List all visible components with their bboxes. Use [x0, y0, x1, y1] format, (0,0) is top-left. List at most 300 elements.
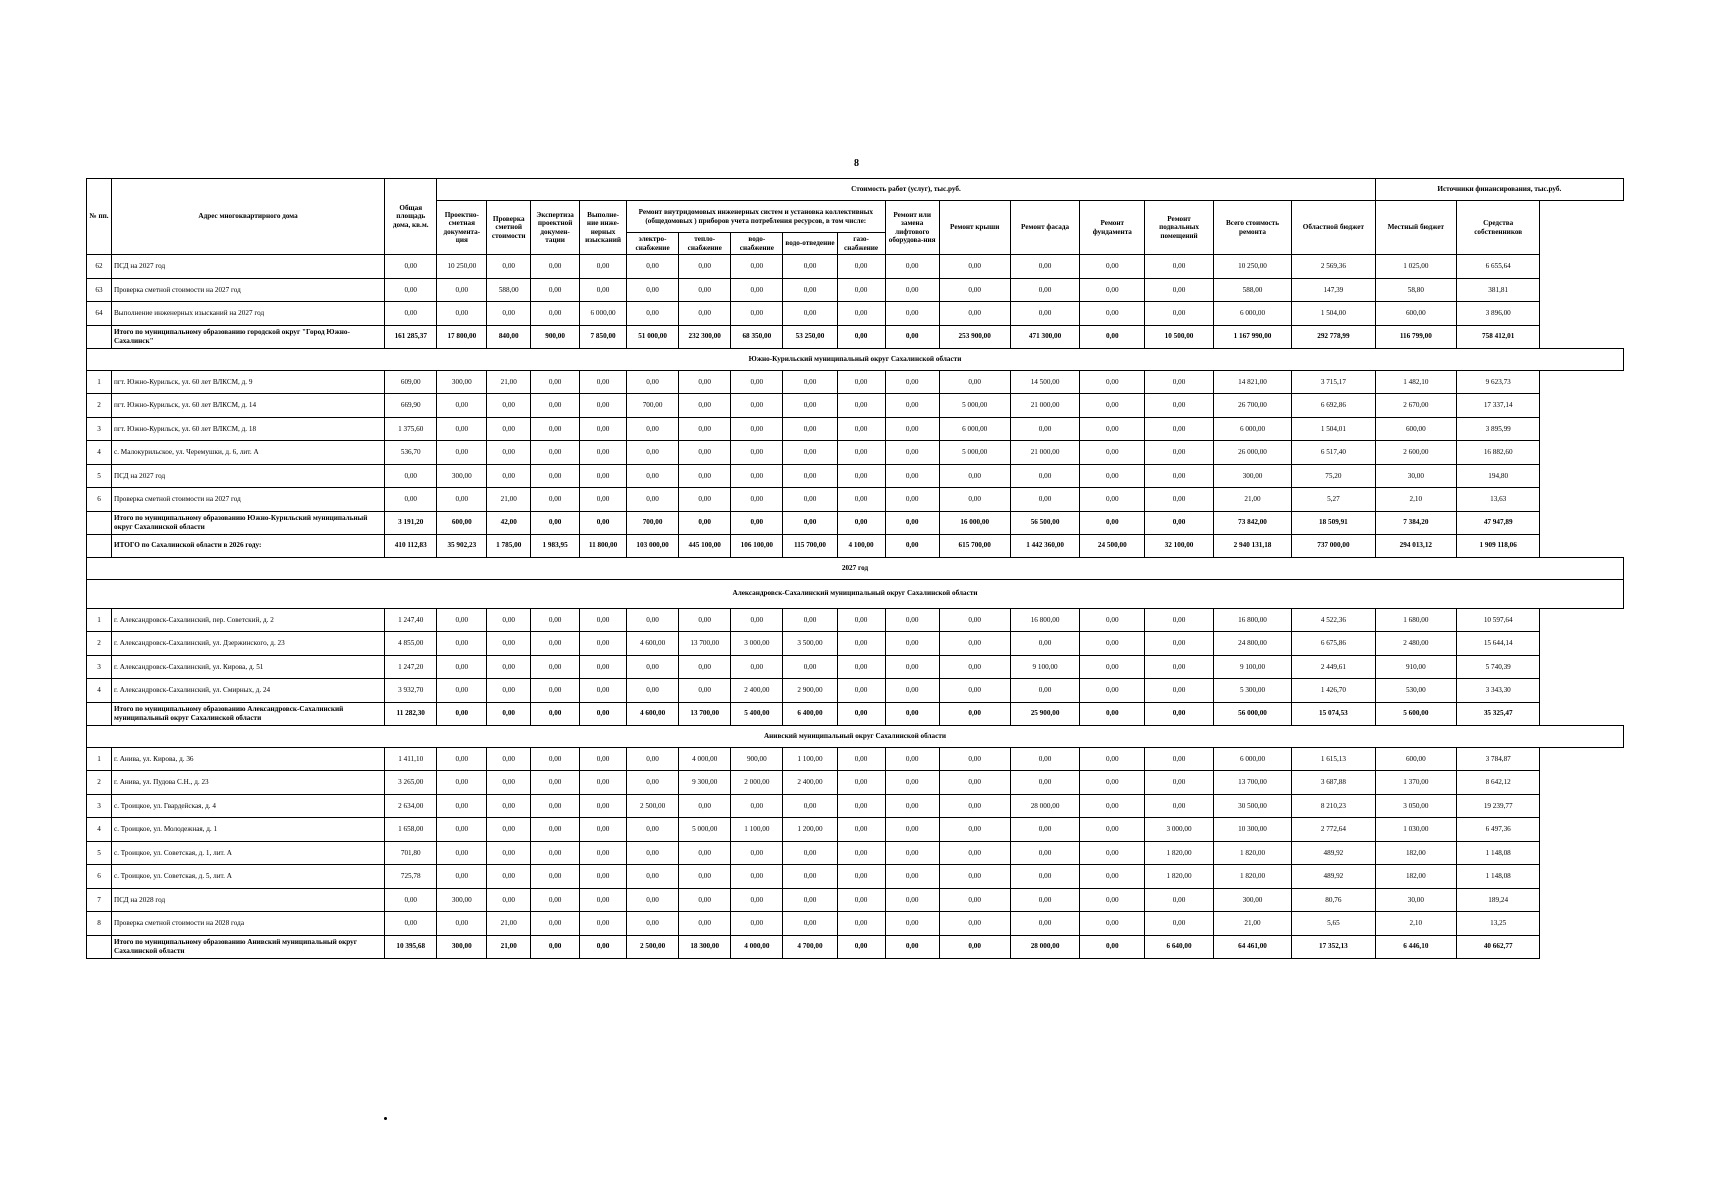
row-value: 0,00 — [885, 464, 939, 488]
row-value: 0,00 — [885, 302, 939, 326]
row-address: г. Александровск-Сахалинский, пер. Советский, д. 2 — [112, 608, 385, 632]
row-value: 18 509,91 — [1292, 511, 1376, 534]
row-value: 73 842,00 — [1213, 511, 1291, 534]
row-value: 0,00 — [679, 302, 731, 326]
row-value: 0,00 — [783, 912, 837, 936]
row-value: 0,00 — [731, 888, 783, 912]
row-value: 115 700,00 — [783, 534, 837, 557]
row-value: 0,00 — [1080, 464, 1145, 488]
row-value: 6 497,36 — [1456, 818, 1539, 842]
row-value: 0,00 — [1010, 278, 1080, 302]
row-value: 1 100,00 — [731, 818, 783, 842]
table-row — [87, 488, 1624, 512]
row-address: с. Троицкое, ул. Советская, д. 5, лит. А — [112, 865, 385, 889]
total-row — [87, 702, 1624, 725]
header-owners: Средства собственников — [1456, 201, 1539, 255]
row-value: 0,00 — [939, 488, 1010, 512]
row-value: 0,00 — [837, 632, 885, 656]
row-value: 0,00 — [1145, 417, 1214, 441]
row-value: 0,00 — [837, 255, 885, 279]
row-value: 0,00 — [837, 912, 885, 936]
row-value: 0,00 — [679, 464, 731, 488]
table-row — [87, 888, 1624, 912]
row-value: 0,00 — [437, 771, 487, 795]
row-value: 0,00 — [531, 488, 580, 512]
row-value: 14 821,00 — [1213, 370, 1291, 394]
row-value: 300,00 — [437, 464, 487, 488]
row-value: 294 013,12 — [1375, 534, 1456, 557]
row-value: 42,00 — [487, 511, 531, 534]
header-facade: Ремонт фасада — [1010, 201, 1080, 255]
row-value: 0,00 — [580, 394, 627, 418]
row-value: 910,00 — [1375, 655, 1456, 679]
row-value: 0,00 — [580, 370, 627, 394]
row-area: 3 265,00 — [385, 771, 437, 795]
row-value: 0,00 — [531, 702, 580, 725]
row-value: 615 700,00 — [939, 534, 1010, 557]
row-value: 3 896,00 — [1456, 302, 1539, 326]
row-value: 30,00 — [1375, 888, 1456, 912]
row-value: 253 900,00 — [939, 325, 1010, 348]
row-value: 0,00 — [487, 794, 531, 818]
row-value: 0,00 — [679, 394, 731, 418]
row-value: 1 785,00 — [487, 534, 531, 557]
row-value: 21,00 — [487, 912, 531, 936]
row-value: 6 655,64 — [1456, 255, 1539, 279]
row-value: 0,00 — [580, 771, 627, 795]
row-value: 3 050,00 — [1375, 794, 1456, 818]
section-title: Александровск-Сахалинский муниципальный округ Сахалинской области — [87, 579, 1624, 608]
row-value: 0,00 — [1080, 865, 1145, 889]
row-number — [87, 325, 112, 348]
row-value: 1 504,00 — [1292, 302, 1376, 326]
row-value: 19 239,77 — [1456, 794, 1539, 818]
row-value: 0,00 — [580, 655, 627, 679]
row-number: 8 — [87, 912, 112, 936]
header-address: Адрес многоквартирного дома — [112, 179, 385, 255]
row-value: 0,00 — [1080, 511, 1145, 534]
row-value: 0,00 — [1145, 679, 1214, 703]
page-number: 8 — [854, 158, 859, 169]
row-value: 0,00 — [1145, 632, 1214, 656]
row-value: 0,00 — [627, 302, 679, 326]
row-value: 0,00 — [885, 935, 939, 958]
row-value: 0,00 — [939, 608, 1010, 632]
row-value: 1 370,00 — [1375, 771, 1456, 795]
table-row — [87, 632, 1624, 656]
row-value: 26 700,00 — [1213, 394, 1291, 418]
row-value: 1 030,00 — [1375, 818, 1456, 842]
row-value: 0,00 — [783, 511, 837, 534]
table-row — [87, 608, 1624, 632]
row-value: 0,00 — [885, 912, 939, 936]
row-value: 0,00 — [531, 464, 580, 488]
row-value: 0,00 — [627, 865, 679, 889]
row-value: 0,00 — [939, 255, 1010, 279]
row-value: 0,00 — [885, 655, 939, 679]
row-value: 0,00 — [783, 865, 837, 889]
row-value: 147,39 — [1292, 278, 1376, 302]
row-value: 0,00 — [627, 441, 679, 465]
row-value: 0,00 — [487, 655, 531, 679]
row-value: 0,00 — [1145, 794, 1214, 818]
row-value: 0,00 — [531, 655, 580, 679]
row-value: 3 895,99 — [1456, 417, 1539, 441]
row-value: 21,00 — [487, 370, 531, 394]
section-title: Анивский муниципальный округ Сахалинской области — [87, 725, 1624, 747]
row-value: 0,00 — [679, 488, 731, 512]
table-row — [87, 655, 1624, 679]
row-address: пгт. Южно-Курильск, ул. 60 лет ВЛКСМ, д. 14 — [112, 394, 385, 418]
row-value: 0,00 — [531, 912, 580, 936]
row-number: 6 — [87, 865, 112, 889]
row-value: 0,00 — [1145, 888, 1214, 912]
row-value: 16 882,60 — [1456, 441, 1539, 465]
row-value: 0,00 — [487, 632, 531, 656]
row-area: 10 395,68 — [385, 935, 437, 958]
row-value: 1 025,00 — [1375, 255, 1456, 279]
header-foundation: Ремонт фундамента — [1080, 201, 1145, 255]
row-value: 0,00 — [580, 888, 627, 912]
row-value: 0,00 — [627, 608, 679, 632]
row-value: 0,00 — [1145, 464, 1214, 488]
row-value: 0,00 — [731, 655, 783, 679]
table-row — [87, 441, 1624, 465]
row-value: 9 300,00 — [679, 771, 731, 795]
row-value: 0,00 — [731, 278, 783, 302]
row-value: 0,00 — [939, 632, 1010, 656]
row-value: 300,00 — [437, 888, 487, 912]
row-value: 232 300,00 — [679, 325, 731, 348]
row-value: 900,00 — [531, 325, 580, 348]
row-number: 5 — [87, 464, 112, 488]
row-value: 0,00 — [487, 417, 531, 441]
row-value: 2 900,00 — [783, 679, 837, 703]
row-value: 0,00 — [679, 655, 731, 679]
row-value: 0,00 — [580, 841, 627, 865]
row-number: 63 — [87, 278, 112, 302]
row-number — [87, 534, 112, 557]
row-value: 0,00 — [939, 464, 1010, 488]
header-survey: Выполне-ние инже-нерных изысканий — [580, 201, 627, 255]
row-value: 588,00 — [1213, 278, 1291, 302]
row-number — [87, 935, 112, 958]
row-value: 0,00 — [939, 702, 1010, 725]
row-value: 10 250,00 — [1213, 255, 1291, 279]
row-value: 0,00 — [939, 841, 1010, 865]
row-value: 194,80 — [1456, 464, 1539, 488]
row-value: 17 337,14 — [1456, 394, 1539, 418]
row-value: 0,00 — [487, 818, 531, 842]
row-value: 700,00 — [627, 394, 679, 418]
section-row — [87, 579, 1624, 608]
row-value: 32 100,00 — [1145, 534, 1214, 557]
row-number: 3 — [87, 655, 112, 679]
row-value: 0,00 — [1010, 841, 1080, 865]
row-value: 10 300,00 — [1213, 818, 1291, 842]
row-value: 292 778,99 — [1292, 325, 1376, 348]
row-value: 0,00 — [679, 511, 731, 534]
row-value: 0,00 — [679, 679, 731, 703]
row-value: 0,00 — [1010, 488, 1080, 512]
row-value: 0,00 — [627, 655, 679, 679]
row-value: 0,00 — [783, 655, 837, 679]
row-value: 0,00 — [627, 888, 679, 912]
row-value: 3 687,88 — [1292, 771, 1376, 795]
row-value: 0,00 — [437, 865, 487, 889]
row-value: 75,20 — [1292, 464, 1376, 488]
row-address: Проверка сметной стоимости на 2027 год — [112, 488, 385, 512]
row-value: 182,00 — [1375, 841, 1456, 865]
row-value: 0,00 — [1010, 679, 1080, 703]
row-value: 0,00 — [437, 302, 487, 326]
row-value: 0,00 — [531, 679, 580, 703]
row-value: 0,00 — [783, 888, 837, 912]
row-value: 1 100,00 — [783, 747, 837, 771]
row-area: 0,00 — [385, 255, 437, 279]
row-value: 4 522,36 — [1292, 608, 1376, 632]
row-value: 0,00 — [1080, 441, 1145, 465]
row-address: Итого по муниципальному образованию Южно-Курильский муниципальный округ Сахалинской области — [112, 511, 385, 534]
row-value: 0,00 — [1145, 608, 1214, 632]
row-value: 6 000,00 — [580, 302, 627, 326]
row-value: 489,92 — [1292, 841, 1376, 865]
row-address: Итого по муниципальному образованию Александровск-Сахалинский муниципальный округ Сахалинской области — [112, 702, 385, 725]
header-roof: Ремонт крыши — [939, 201, 1010, 255]
row-value: 0,00 — [679, 888, 731, 912]
row-value: 15 074,53 — [1292, 702, 1376, 725]
row-address: ИТОГО по Сахалинской области в 2026 году: — [112, 534, 385, 557]
row-number: 2 — [87, 394, 112, 418]
row-value: 0,00 — [580, 818, 627, 842]
row-value: 5,65 — [1292, 912, 1376, 936]
row-value: 16 800,00 — [1213, 608, 1291, 632]
row-number: 1 — [87, 747, 112, 771]
row-value: 0,00 — [885, 278, 939, 302]
row-value: 0,00 — [885, 441, 939, 465]
row-value: 2 600,00 — [1375, 441, 1456, 465]
row-value: 0,00 — [531, 794, 580, 818]
row-address: ПСД на 2027 год — [112, 464, 385, 488]
row-value: 0,00 — [531, 441, 580, 465]
row-value: 600,00 — [437, 511, 487, 534]
row-value: 0,00 — [627, 417, 679, 441]
row-value: 0,00 — [939, 794, 1010, 818]
row-value: 0,00 — [580, 464, 627, 488]
row-value: 0,00 — [783, 394, 837, 418]
row-value: 0,00 — [885, 488, 939, 512]
row-value: 0,00 — [580, 417, 627, 441]
row-number: 4 — [87, 818, 112, 842]
row-value: 0,00 — [531, 771, 580, 795]
row-area: 1 411,10 — [385, 747, 437, 771]
table-row — [87, 747, 1624, 771]
row-value: 5 000,00 — [939, 441, 1010, 465]
row-area: 701,80 — [385, 841, 437, 865]
row-value: 0,00 — [531, 417, 580, 441]
row-value: 0,00 — [837, 441, 885, 465]
row-value: 0,00 — [1145, 702, 1214, 725]
row-value: 0,00 — [531, 302, 580, 326]
total-row — [87, 511, 1624, 534]
row-value: 13,25 — [1456, 912, 1539, 936]
row-value: 0,00 — [580, 865, 627, 889]
row-value: 0,00 — [731, 255, 783, 279]
row-area: 0,00 — [385, 278, 437, 302]
header-basement: Ремонт подвальных помещений — [1145, 201, 1214, 255]
row-value: 0,00 — [837, 302, 885, 326]
row-value: 0,00 — [627, 818, 679, 842]
row-value: 6 517,40 — [1292, 441, 1376, 465]
total-row — [87, 534, 1624, 557]
row-value: 2 772,64 — [1292, 818, 1376, 842]
row-value: 0,00 — [1145, 441, 1214, 465]
row-value: 0,00 — [531, 747, 580, 771]
row-area: 0,00 — [385, 912, 437, 936]
row-value: 24 500,00 — [1080, 534, 1145, 557]
row-address: пгт. Южно-Курильск, ул. 60 лет ВЛКСМ, д. 18 — [112, 417, 385, 441]
row-area: 1 247,20 — [385, 655, 437, 679]
row-value: 0,00 — [580, 488, 627, 512]
row-area: 0,00 — [385, 302, 437, 326]
row-value: 0,00 — [437, 417, 487, 441]
row-address: г. Александровск-Сахалинский, ул. Смирных, д. 24 — [112, 679, 385, 703]
row-value: 1 909 118,06 — [1456, 534, 1539, 557]
row-value: 3 715,17 — [1292, 370, 1376, 394]
row-number — [87, 511, 112, 534]
row-value: 1 820,00 — [1145, 841, 1214, 865]
row-number: 3 — [87, 794, 112, 818]
row-value: 0,00 — [1080, 794, 1145, 818]
row-value: 1 200,00 — [783, 818, 837, 842]
row-value: 1 615,13 — [1292, 747, 1376, 771]
row-value: 0,00 — [837, 325, 885, 348]
row-value: 0,00 — [939, 370, 1010, 394]
row-value: 0,00 — [885, 702, 939, 725]
row-value: 0,00 — [885, 818, 939, 842]
row-value: 0,00 — [837, 655, 885, 679]
row-value: 0,00 — [1010, 632, 1080, 656]
row-value: 0,00 — [837, 935, 885, 958]
row-value: 0,00 — [731, 608, 783, 632]
row-value: 6 000,00 — [1213, 302, 1291, 326]
row-value: 0,00 — [783, 441, 837, 465]
row-value: 116 799,00 — [1375, 325, 1456, 348]
row-value: 0,00 — [580, 278, 627, 302]
row-area: 669,90 — [385, 394, 437, 418]
row-value: 0,00 — [437, 794, 487, 818]
row-value: 1 820,00 — [1145, 865, 1214, 889]
row-address: Выполнение инженерных изысканий на 2027 год — [112, 302, 385, 326]
row-value: 0,00 — [837, 488, 885, 512]
header-regional: Областной бюджет — [1292, 201, 1376, 255]
row-area: 1 375,60 — [385, 417, 437, 441]
row-value: 0,00 — [939, 302, 1010, 326]
row-value: 1 167 990,00 — [1213, 325, 1291, 348]
row-value: 0,00 — [885, 632, 939, 656]
row-value: 5 600,00 — [1375, 702, 1456, 725]
row-value: 1 680,00 — [1375, 608, 1456, 632]
row-value: 0,00 — [437, 441, 487, 465]
table-row — [87, 818, 1624, 842]
row-value: 0,00 — [837, 865, 885, 889]
row-value: 0,00 — [437, 608, 487, 632]
row-value: 2 940 131,18 — [1213, 534, 1291, 557]
row-value: 0,00 — [731, 464, 783, 488]
row-value: 0,00 — [783, 464, 837, 488]
row-value: 0,00 — [885, 255, 939, 279]
row-value: 0,00 — [1145, 912, 1214, 936]
row-number: 1 — [87, 608, 112, 632]
row-value: 0,00 — [627, 488, 679, 512]
row-value: 0,00 — [1080, 302, 1145, 326]
header-design: Проектно-сметная документа-ция — [437, 201, 487, 255]
row-value: 0,00 — [837, 841, 885, 865]
row-value: 0,00 — [487, 702, 531, 725]
row-value: 0,00 — [679, 865, 731, 889]
row-value: 0,00 — [487, 441, 531, 465]
row-value: 30,00 — [1375, 464, 1456, 488]
row-value: 0,00 — [939, 278, 1010, 302]
row-value: 0,00 — [580, 632, 627, 656]
row-number: 1 — [87, 370, 112, 394]
row-address: г. Анива, ул. Пудова С.Н., д. 23 — [112, 771, 385, 795]
table-row — [87, 794, 1624, 818]
row-value: 0,00 — [731, 370, 783, 394]
row-value: 21,00 — [487, 488, 531, 512]
row-value: 0,00 — [487, 394, 531, 418]
row-value: 2 400,00 — [731, 679, 783, 703]
row-value: 6 000,00 — [1213, 747, 1291, 771]
row-value: 0,00 — [1010, 417, 1080, 441]
row-address: с. Троицкое, ул. Советская, д. 1, лит. А — [112, 841, 385, 865]
row-value: 0,00 — [580, 608, 627, 632]
row-value: 1 426,70 — [1292, 679, 1376, 703]
row-value: 0,00 — [437, 488, 487, 512]
header-local: Местный бюджет — [1375, 201, 1456, 255]
row-value: 182,00 — [1375, 865, 1456, 889]
row-value: 0,00 — [1010, 302, 1080, 326]
row-value: 51 000,00 — [627, 325, 679, 348]
row-value: 189,24 — [1456, 888, 1539, 912]
row-value: 103 000,00 — [627, 534, 679, 557]
row-value: 0,00 — [837, 417, 885, 441]
row-value: 0,00 — [885, 417, 939, 441]
row-value: 0,00 — [679, 417, 731, 441]
table-row — [87, 394, 1624, 418]
row-value: 2 500,00 — [627, 794, 679, 818]
row-area: 3 932,70 — [385, 679, 437, 703]
row-value: 0,00 — [837, 608, 885, 632]
row-value: 0,00 — [885, 370, 939, 394]
row-value: 47 947,89 — [1456, 511, 1539, 534]
row-value: 0,00 — [837, 394, 885, 418]
row-address: с. Троицкое, ул. Молодежная, д. 1 — [112, 818, 385, 842]
row-value: 0,00 — [783, 794, 837, 818]
row-value: 0,00 — [531, 818, 580, 842]
row-address: г. Александровск-Сахалинский, ул. Дзержинского, д. 23 — [112, 632, 385, 656]
row-value: 2 670,00 — [1375, 394, 1456, 418]
row-value: 0,00 — [580, 679, 627, 703]
row-value: 21 000,00 — [1010, 394, 1080, 418]
row-value: 0,00 — [837, 747, 885, 771]
row-value: 737 000,00 — [1292, 534, 1376, 557]
row-value: 0,00 — [627, 255, 679, 279]
row-value: 30 500,00 — [1213, 794, 1291, 818]
row-value: 0,00 — [437, 702, 487, 725]
row-value: 0,00 — [531, 935, 580, 958]
row-value: 80,76 — [1292, 888, 1376, 912]
